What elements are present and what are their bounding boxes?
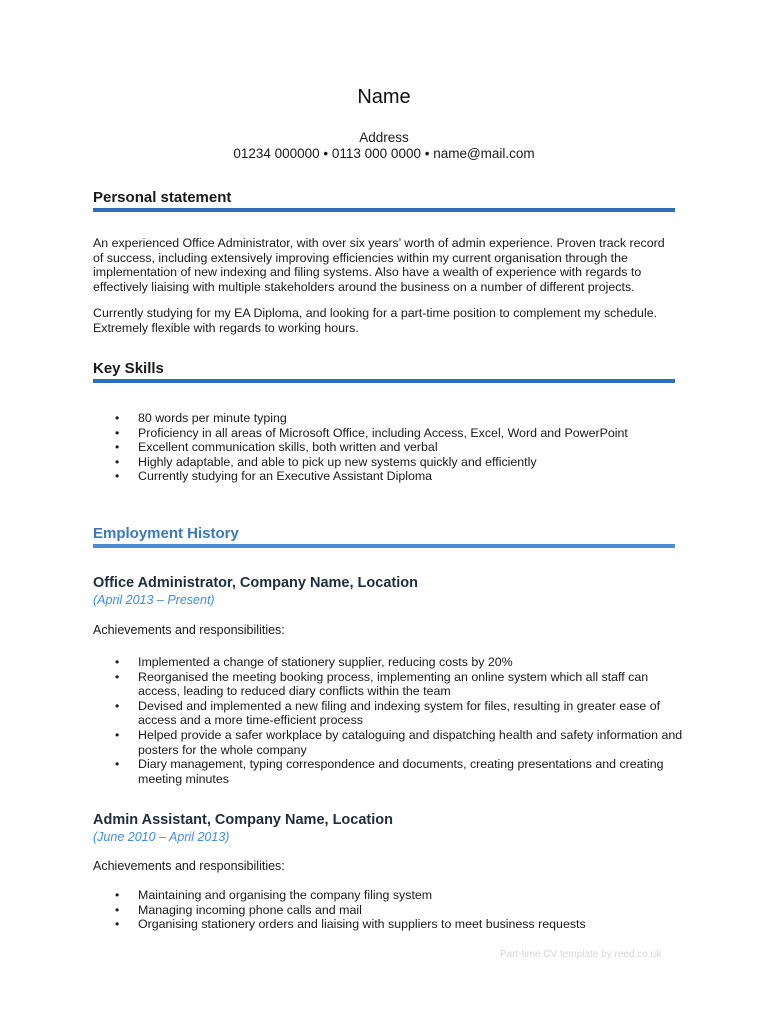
key-skills-heading: Key Skills xyxy=(93,360,164,377)
footer-watermark: Part-time CV template by reed.co.uk xyxy=(500,949,662,960)
list-item: • Helped provide a safer workplace by cataloguing and dispatching health and safety information and posters for the whole company xyxy=(93,728,683,757)
job-title-1: Office Administrator, Company Name, Location xyxy=(93,575,418,591)
list-item: • Currently studying for an Executive Assistant Diploma xyxy=(93,469,683,484)
list-item: • Organising stationery orders and liaising with suppliers to meet business requests xyxy=(93,917,683,932)
job-dates-1: (April 2013 – Present) xyxy=(93,593,215,607)
list-item: • Maintaining and organising the company filing system xyxy=(93,888,683,903)
list-item: • Managing incoming phone calls and mail xyxy=(93,903,683,918)
job-2-list xyxy=(93,888,683,932)
job-label-2: Achievements and responsibilities: xyxy=(93,859,285,873)
personal-statement-paragraph-2: Currently studying for my EA Diploma, and looking for a part-time position to complement my schedule. Extremely flexible with regards to working hours. xyxy=(93,306,658,335)
personal-statement-heading: Personal statement xyxy=(93,189,232,206)
job-label-1: Achievements and responsibilities: xyxy=(93,623,285,637)
list-item: • Devised and implemented a new filing and indexing system for files, resulting in greater ease of access and a more time-efficient process xyxy=(93,699,683,728)
personal-statement-rule xyxy=(93,208,675,212)
list-item: • Implemented a change of stationery supplier, reducing costs by 20% xyxy=(93,655,683,670)
candidate-address: Address xyxy=(359,130,409,145)
personal-statement-paragraph-1: An experienced Office Administrator, with over six years’ worth of admin experience. Proven track record of success, including extensively improving efficiencies within my current organisation through the implementation of new indexing and filing systems. Also have a wealth of experience with regards to effectively liaising with multiple stakeholders around the business on a number of different projects. xyxy=(93,236,665,294)
list-item: • Highly adaptable, and able to pick up new systems quickly and efficiently xyxy=(93,455,683,470)
list-item: • Excellent communication skills, both written and verbal xyxy=(93,440,683,455)
candidate-name: Name xyxy=(357,86,411,108)
job-title-2: Admin Assistant, Company Name, Location xyxy=(93,812,393,828)
list-item: • Diary management, typing correspondence and documents, creating presentations and creating meeting minutes xyxy=(93,757,683,786)
key-skills-rule xyxy=(93,379,675,383)
job-dates-2: (June 2010 – April 2013) xyxy=(93,830,230,844)
list-item: • 80 words per minute typing xyxy=(93,411,683,426)
key-skills-list xyxy=(93,411,683,484)
candidate-contact: 01234 000000 • 0113 000 0000 • name@mail.com xyxy=(233,146,535,161)
job-1-list xyxy=(93,655,683,786)
list-item: • Proficiency in all areas of Microsoft Office, including Access, Excel, Word and PowerPoint xyxy=(93,426,683,441)
employment-history-heading: Employment History xyxy=(93,525,239,542)
list-item: • Reorganised the meeting booking process, implementing an online system which all staff can access, leading to reduced diary conflicts within the team xyxy=(93,670,683,699)
employment-history-rule xyxy=(93,544,675,548)
